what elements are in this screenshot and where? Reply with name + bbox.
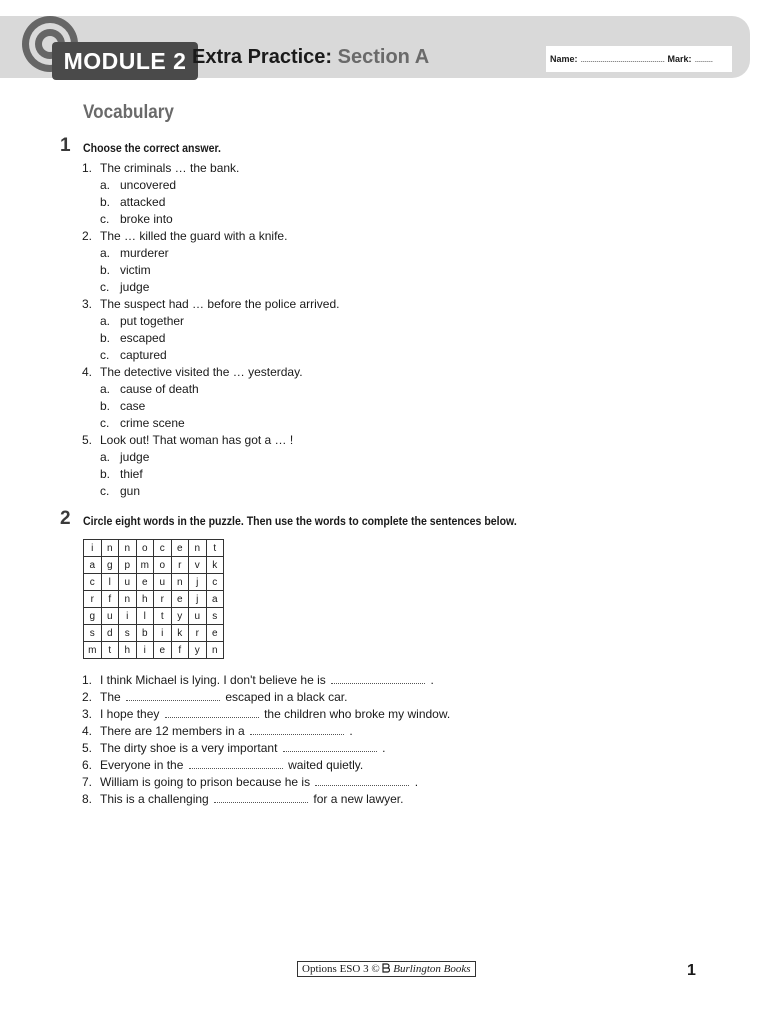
option-text: cause of death <box>120 382 199 396</box>
sentence-number: 3. <box>82 707 93 721</box>
sentence-before: I think Michael is lying. I don't believe he is <box>100 673 326 687</box>
footer-publisher: Burlington Books <box>393 963 471 975</box>
name-label: Name: <box>550 54 578 64</box>
puzzle-cell[interactable]: a <box>206 591 224 608</box>
answer-option[interactable] <box>100 399 145 413</box>
answer-option[interactable] <box>100 178 176 192</box>
puzzle-cell[interactable]: g <box>101 557 119 574</box>
name-mark-box <box>546 46 732 72</box>
question-text: The suspect had … before the police arrived. <box>100 297 340 311</box>
section-title: Vocabulary <box>83 102 174 123</box>
sentence-after: . <box>414 775 419 789</box>
answer-option[interactable] <box>100 484 140 498</box>
puzzle-cell[interactable]: e <box>171 540 189 557</box>
question-number: 2. <box>82 229 93 243</box>
exercise-2-number: 2 <box>60 508 71 529</box>
fill-in-sentence <box>82 707 450 721</box>
puzzle-cell[interactable]: y <box>171 608 189 625</box>
puzzle-cell[interactable]: m <box>136 557 154 574</box>
puzzle-cell[interactable]: b <box>136 625 154 642</box>
puzzle-row <box>84 591 224 608</box>
puzzle-cell[interactable]: n <box>206 642 224 659</box>
sentence-number: 8. <box>82 792 93 806</box>
puzzle-cell[interactable]: a <box>84 557 102 574</box>
puzzle-cell[interactable]: f <box>101 591 119 608</box>
sentence-after: the children who broke my window. <box>264 707 451 721</box>
puzzle-cell[interactable]: d <box>101 625 119 642</box>
option-text: captured <box>120 348 167 362</box>
sentence-number: 1. <box>82 673 93 687</box>
puzzle-cell[interactable]: n <box>119 591 137 608</box>
puzzle-cell[interactable]: n <box>189 540 207 557</box>
puzzle-cell[interactable]: u <box>189 608 207 625</box>
question-number: 4. <box>82 365 93 379</box>
sentence-before: The <box>100 690 121 704</box>
question <box>82 433 293 447</box>
puzzle-cell[interactable]: i <box>119 608 137 625</box>
burlington-logo-icon <box>382 963 390 973</box>
question <box>82 297 339 311</box>
puzzle-cell[interactable]: r <box>84 591 102 608</box>
sentence-before: I hope they <box>100 707 160 721</box>
puzzle-cell[interactable]: i <box>154 625 172 642</box>
sentence-number: 6. <box>82 758 93 772</box>
puzzle-row <box>84 642 224 659</box>
puzzle-cell[interactable]: r <box>154 591 172 608</box>
option-text: judge <box>120 450 150 464</box>
sentence-number: 5. <box>82 741 93 755</box>
option-text: victim <box>120 263 151 277</box>
mark-label: Mark: <box>667 54 692 64</box>
option-text: judge <box>120 280 150 294</box>
puzzle-cell[interactable]: c <box>206 574 224 591</box>
option-letter: a. <box>100 246 111 260</box>
puzzle-cell[interactable]: t <box>154 608 172 625</box>
answer-option[interactable] <box>100 467 143 481</box>
option-letter: b. <box>100 331 111 345</box>
option-letter: c. <box>100 280 110 294</box>
puzzle-row <box>84 557 224 574</box>
option-letter: c. <box>100 416 110 430</box>
sentence-after: . <box>430 673 434 687</box>
answer-blank[interactable] <box>331 683 425 684</box>
puzzle-cell[interactable]: v <box>189 557 207 574</box>
puzzle-cell[interactable]: s <box>84 625 102 642</box>
option-letter: a. <box>100 178 111 192</box>
puzzle-row <box>84 625 224 642</box>
puzzle-cell[interactable]: s <box>119 625 137 642</box>
footer-book: Options ESO 3 © <box>302 963 380 975</box>
option-text: thief <box>120 467 143 481</box>
option-text: crime scene <box>120 416 185 430</box>
sentence-after: escaped in a black car. <box>225 690 348 704</box>
fill-in-sentence <box>82 741 385 755</box>
puzzle-cell[interactable]: s <box>206 608 224 625</box>
puzzle-cell[interactable]: k <box>171 625 189 642</box>
question-text: Look out! That woman has got a … ! <box>100 433 294 447</box>
option-letter: b. <box>100 263 111 277</box>
puzzle-cell[interactable]: r <box>171 557 189 574</box>
question-number: 3. <box>82 297 93 311</box>
sentence-after: . <box>349 724 353 738</box>
sentence-after: waited quietly. <box>288 758 364 772</box>
puzzle-cell[interactable]: e <box>136 574 154 591</box>
question <box>82 365 303 379</box>
puzzle-cell[interactable]: e <box>171 591 189 608</box>
page-number: 1 <box>687 962 696 979</box>
puzzle-cell[interactable]: l <box>136 608 154 625</box>
puzzle-cell[interactable]: h <box>136 591 154 608</box>
puzzle-cell[interactable]: p <box>119 557 137 574</box>
fill-in-sentence <box>82 758 363 772</box>
sentence-before: There are 12 members in a <box>100 724 245 738</box>
puzzle-cell[interactable]: j <box>189 574 207 591</box>
word-search-puzzle[interactable] <box>83 539 224 659</box>
sentence-number: 7. <box>82 775 93 789</box>
answer-option[interactable] <box>100 314 184 328</box>
option-text: put together <box>120 314 185 328</box>
exercise-2-instruction: Circle eight words in the puzzle. Then use the words to complete the sentences below. <box>83 514 517 528</box>
option-letter: b. <box>100 399 111 413</box>
puzzle-cell[interactable]: e <box>154 642 172 659</box>
answer-blank[interactable] <box>250 734 344 735</box>
answer-option[interactable] <box>100 331 165 345</box>
fill-in-sentence <box>82 690 347 704</box>
question <box>82 161 239 175</box>
option-letter: b. <box>100 195 111 209</box>
answer-blank[interactable] <box>315 785 409 786</box>
option-letter: b. <box>100 467 111 481</box>
puzzle-cell[interactable]: o <box>136 540 154 557</box>
sentence-before: The dirty shoe is a very important <box>100 741 278 755</box>
answer-option[interactable] <box>100 382 199 396</box>
option-text: murderer <box>120 246 169 260</box>
puzzle-row <box>84 574 224 591</box>
sentence-number: 2. <box>82 690 93 704</box>
answer-blank[interactable] <box>165 717 259 718</box>
question-text: The detective visited the … yesterday. <box>100 365 303 379</box>
exercise-1-instruction: Choose the correct answer. <box>83 141 221 155</box>
puzzle-cell[interactable]: n <box>171 574 189 591</box>
name-field[interactable]: .......................................... <box>580 54 665 64</box>
puzzle-cell[interactable]: g <box>84 608 102 625</box>
answer-blank[interactable] <box>189 768 283 769</box>
fill-in-sentence <box>82 673 434 687</box>
puzzle-cell[interactable]: r <box>189 625 207 642</box>
answer-option[interactable] <box>100 263 151 277</box>
sentence-before: William is going to prison because he is <box>100 775 311 789</box>
sentence-after: . <box>382 741 386 755</box>
question-number: 5. <box>82 433 93 447</box>
page-title <box>192 46 429 69</box>
puzzle-row <box>84 608 224 625</box>
module-logo <box>16 14 186 84</box>
puzzle-cell[interactable]: c <box>84 574 102 591</box>
fill-in-sentence <box>82 724 353 738</box>
sentence-number: 4. <box>82 724 93 738</box>
puzzle-cell[interactable]: c <box>154 540 172 557</box>
fill-in-sentence <box>82 792 403 806</box>
sentence-before: This is a challenging <box>100 792 209 806</box>
option-text: gun <box>120 484 141 498</box>
puzzle-cell[interactable]: u <box>119 574 137 591</box>
puzzle-cell[interactable]: n <box>119 540 137 557</box>
module-badge <box>52 42 198 80</box>
puzzle-cell[interactable]: l <box>101 574 119 591</box>
option-letter: a. <box>100 382 111 396</box>
answer-option[interactable] <box>100 212 173 226</box>
puzzle-cell[interactable]: m <box>84 642 102 659</box>
answer-option[interactable] <box>100 280 149 294</box>
puzzle-cell[interactable]: i <box>136 642 154 659</box>
option-letter: c. <box>100 484 110 498</box>
answer-blank[interactable] <box>214 802 308 803</box>
puzzle-cell[interactable]: y <box>189 642 207 659</box>
sentence-before: Everyone in the <box>100 758 184 772</box>
puzzle-cell[interactable]: j <box>189 591 207 608</box>
puzzle-cell[interactable]: i <box>84 540 102 557</box>
option-letter: a. <box>100 450 111 464</box>
puzzle-cell[interactable]: u <box>101 608 119 625</box>
answer-option[interactable] <box>100 195 165 209</box>
footer-credit <box>297 961 476 977</box>
question <box>82 229 287 243</box>
fill-in-sentence <box>82 775 418 789</box>
option-text: attacked <box>120 195 166 209</box>
option-text: broke into <box>120 212 173 226</box>
option-letter: c. <box>100 348 110 362</box>
title-sub: Section A <box>337 46 430 68</box>
puzzle-cell[interactable]: k <box>206 557 224 574</box>
puzzle-cell[interactable]: e <box>206 625 224 642</box>
option-text: case <box>120 399 146 413</box>
puzzle-cell[interactable]: u <box>154 574 172 591</box>
option-text: uncovered <box>120 178 177 192</box>
puzzle-cell[interactable]: f <box>171 642 189 659</box>
answer-option[interactable] <box>100 416 185 430</box>
option-letter: c. <box>100 212 110 226</box>
question-number: 1. <box>82 161 93 175</box>
answer-option[interactable] <box>100 348 167 362</box>
option-letter: a. <box>100 314 111 328</box>
exercise-1-number: 1 <box>60 135 71 156</box>
puzzle-cell[interactable]: t <box>206 540 224 557</box>
answer-option[interactable] <box>100 450 149 464</box>
option-text: escaped <box>120 331 166 345</box>
answer-blank[interactable] <box>126 700 220 701</box>
mark-field[interactable]: ......... <box>694 54 713 64</box>
puzzle-cell[interactable]: t <box>101 642 119 659</box>
puzzle-cell[interactable]: n <box>101 540 119 557</box>
question-text: The … killed the guard with a knife. <box>100 229 288 243</box>
puzzle-cell[interactable]: o <box>154 557 172 574</box>
question-text: The criminals … the bank. <box>100 161 240 175</box>
answer-blank[interactable] <box>283 751 377 752</box>
module-label: MODULE 2 <box>63 47 187 74</box>
puzzle-cell[interactable]: h <box>119 642 137 659</box>
answer-option[interactable] <box>100 246 169 260</box>
title-main: Extra Practice: <box>192 46 333 68</box>
puzzle-row <box>84 540 224 557</box>
sentence-after: for a new lawyer. <box>313 792 404 806</box>
